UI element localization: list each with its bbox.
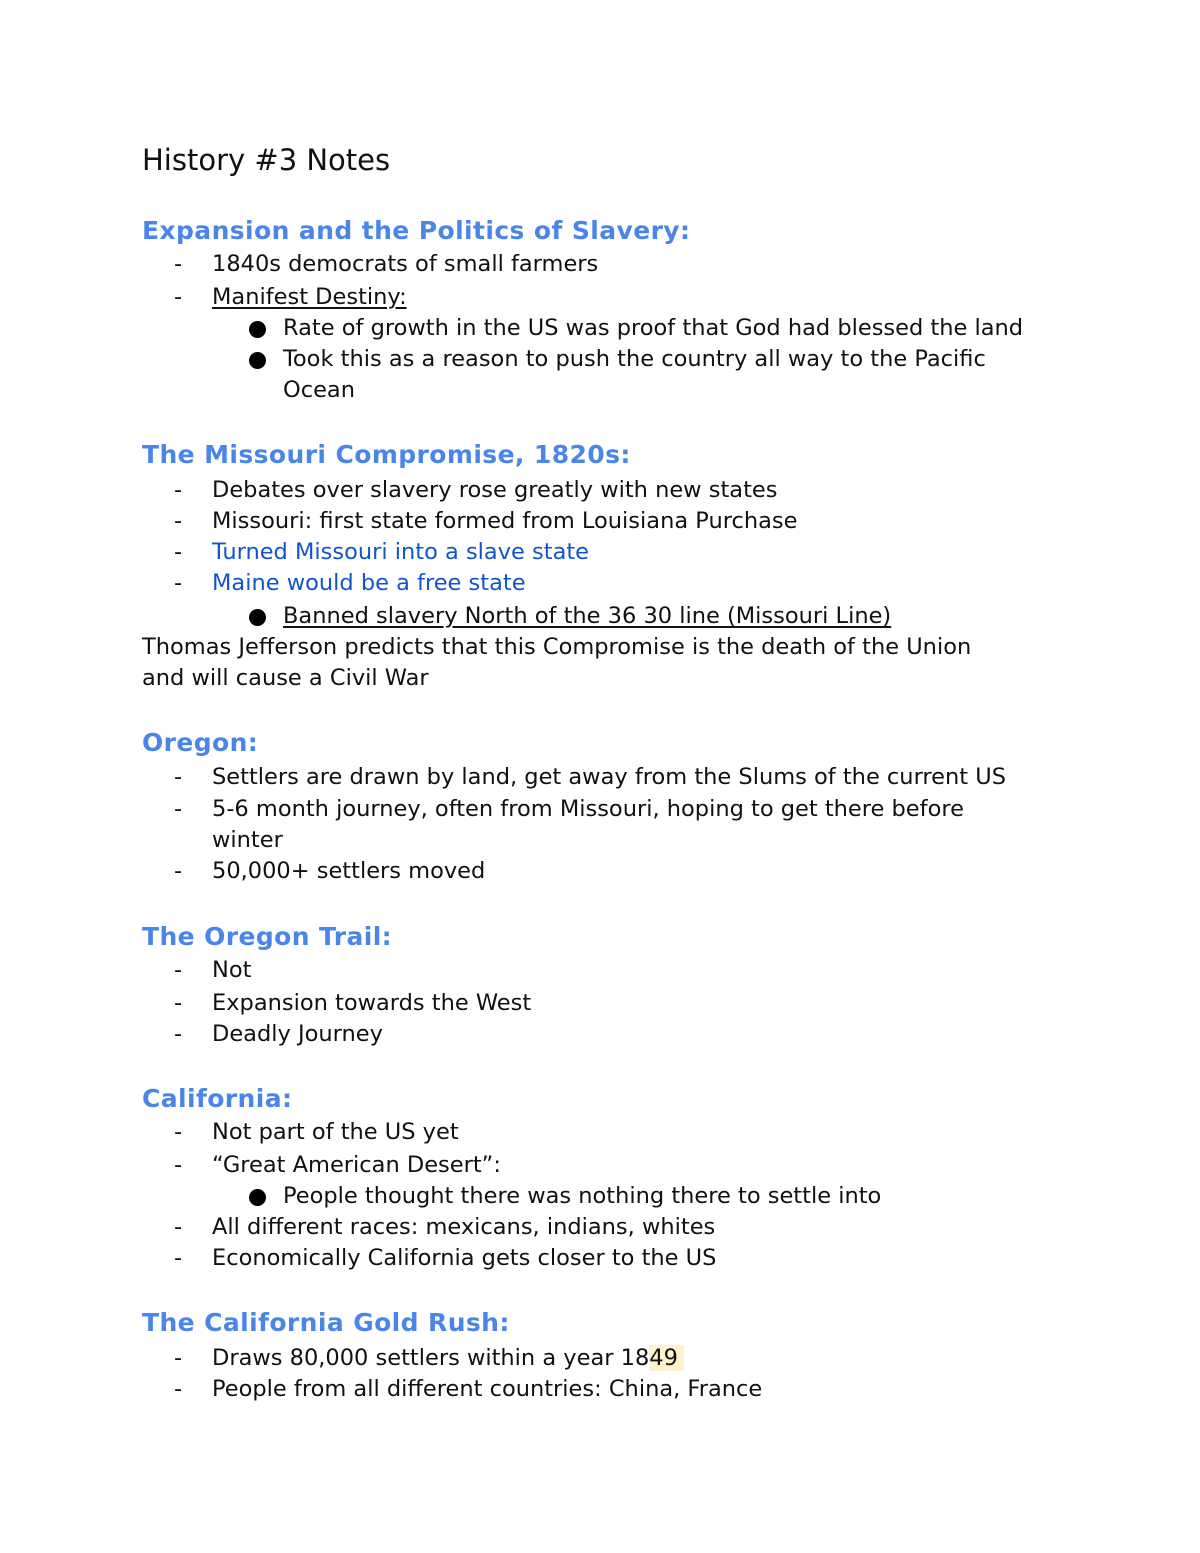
list-item-continuation: Ocean — [283, 377, 355, 403]
dash-bullet: - — [174, 764, 183, 790]
dash-bullet: - — [174, 957, 183, 983]
list-item-blue: Maine would be a free state — [212, 570, 526, 596]
list-item: People from all different countries: China, France — [212, 1376, 763, 1402]
dash-bullet: - — [174, 796, 183, 822]
round-bullet — [249, 609, 266, 626]
section-heading-missouri: The Missouri Compromise, 1820s: — [142, 440, 631, 469]
list-item: Debates over slavery rose greatly with new states — [212, 477, 778, 503]
list-item — [212, 1343, 684, 1373]
highlighted-text: 49 — [649, 1345, 684, 1371]
paragraph-line: and will cause a Civil War — [142, 665, 429, 691]
list-item: Expansion towards the West — [212, 990, 532, 1016]
round-bullet — [249, 352, 266, 369]
list-item: Deadly Journey — [212, 1021, 383, 1047]
section-heading-oregon-trail: The Oregon Trail: — [142, 922, 393, 951]
dash-bullet: - — [174, 1245, 183, 1271]
list-item: Manifest Destiny: — [212, 284, 407, 310]
paragraph-line: Thomas Jefferson predicts that this Compromise is the death of the Union — [142, 634, 972, 660]
list-item: Banned slavery North of the 36 30 line (Missouri Line) — [283, 603, 892, 629]
dash-bullet: - — [174, 1376, 183, 1402]
list-item: Rate of growth in the US was proof that God had blessed the land — [283, 315, 1024, 341]
list-item: Took this as a reason to push the country all way to the Pacific — [283, 346, 986, 372]
list-item: Missouri: first state formed from Louisiana Purchase — [212, 508, 798, 534]
list-item: Not — [212, 957, 252, 983]
list-item: Settlers are drawn by land, get away from the Slums of the current US — [212, 764, 1007, 790]
dash-bullet: - — [174, 858, 183, 884]
list-item-text: Draws 80,000 settlers within a year 18 — [212, 1345, 650, 1371]
round-bullet — [249, 321, 266, 338]
list-item: Economically California gets closer to the US — [212, 1245, 717, 1271]
dash-bullet: - — [174, 477, 183, 503]
section-heading-gold-rush: The California Gold Rush: — [142, 1308, 510, 1337]
list-item-continuation: winter — [212, 827, 283, 853]
list-item: 50,000+ settlers moved — [212, 858, 486, 884]
dash-bullet: - — [174, 1345, 183, 1371]
list-item: “Great American Desert”: — [212, 1152, 501, 1178]
dash-bullet: - — [174, 284, 183, 310]
dash-bullet: - — [174, 990, 183, 1016]
dash-bullet: - — [174, 1119, 183, 1145]
dash-bullet: - — [174, 539, 183, 565]
section-heading-california: California: — [142, 1084, 293, 1113]
dash-bullet: - — [174, 570, 183, 596]
list-item: People thought there was nothing there to settle into — [283, 1183, 882, 1209]
dash-bullet: - — [174, 251, 183, 277]
section-heading-oregon: Oregon: — [142, 728, 259, 757]
list-item: Not part of the US yet — [212, 1119, 459, 1145]
dash-bullet: - — [174, 508, 183, 534]
dash-bullet: - — [174, 1152, 183, 1178]
dash-bullet: - — [174, 1021, 183, 1047]
dash-bullet: - — [174, 1214, 183, 1240]
list-item: All different races: mexicans, indians, whites — [212, 1214, 716, 1240]
list-item: 5-6 month journey, often from Missouri, hoping to get there before — [212, 796, 964, 822]
section-heading-expansion: Expansion and the Politics of Slavery: — [142, 216, 691, 245]
document-title: History #3 Notes — [142, 143, 391, 177]
list-item-blue: Turned Missouri into a slave state — [212, 539, 590, 565]
round-bullet — [249, 1189, 266, 1206]
list-item: 1840s democrats of small farmers — [212, 251, 599, 277]
